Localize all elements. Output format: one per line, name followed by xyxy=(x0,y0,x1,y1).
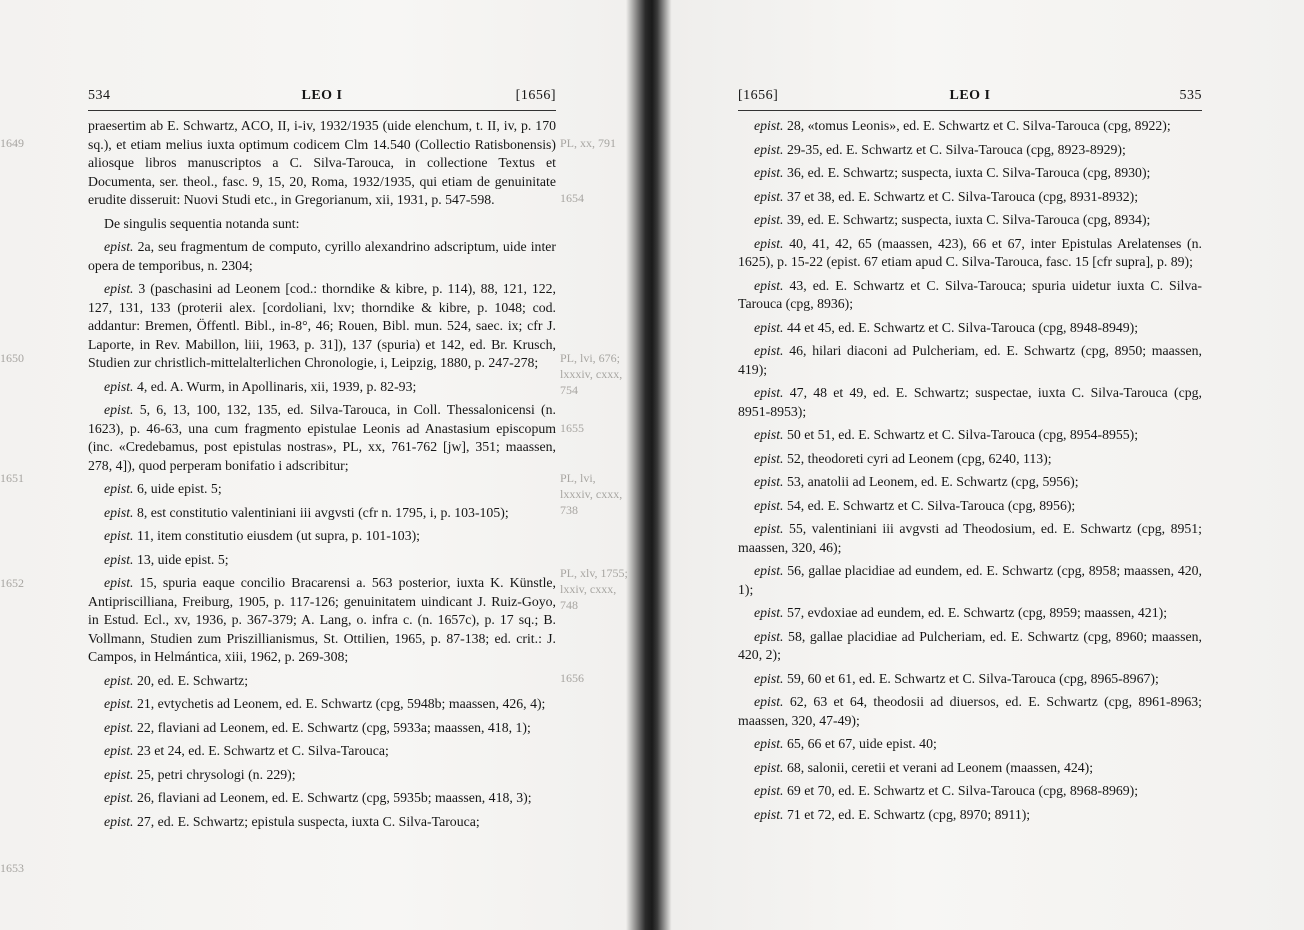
left-page xyxy=(88,88,556,836)
paragraph: epist. 13, uide epist. 5; xyxy=(104,551,229,567)
paragraph: epist. 40, 41, 42, 65 (maassen, 423), 66 et 67, inter Epistulas Arelatenses (n. 1625), p. 15-22 (epist. 67 etiam apud C. Silva-Tarouca, fasc. 15 [cfr supra], p. 89); xyxy=(738,235,1202,269)
ghost-margin-ref: PL, xlv, 1755; lxxiv, cxxx, 748 xyxy=(560,566,628,612)
paragraph: epist. 36, ed. E. Schwartz; suspecta, iuxta C. Silva-Tarouca (cpg, 8930); xyxy=(754,165,1151,180)
epist-label: epist. xyxy=(104,402,134,417)
left-running-title: LEO I xyxy=(301,88,343,103)
paragraph: epist. 3 (paschasini ad Leonem [cod.: thorndike & kibre, p. 114), 88, 121, 122, 127, 131, 133 (proterii alex. [cordoliani, lxv; thorndike & kibre, p. 1048; cod. addantur: Bremen, Öffentl. Bibl., in-8°, 46; Rouen, Bibl. mun. 524, saec. ix; cfr J. Laporte, in Rev. Mabillon, liii, 1963, p. 31]), 137 (spuria) et 142, ed. Br. Krusch, Studien zur christlich-mittelalterlichen Chronologie, i, Leipzig, 1880, p. 247-278; xyxy=(88,281,556,370)
epist-label: epist. xyxy=(754,450,784,466)
paragraph: epist. 6, uide epist. 5; xyxy=(104,481,222,496)
epist-label: epist. xyxy=(104,378,134,394)
paragraph: epist. 54, ed. E. Schwartz et C. Silva-Tarouca (cpg, 8956); xyxy=(754,497,1076,513)
paragraph: epist. 15, spuria eaque concilio Bracarensi a. 563 posterior, iuxta K. Künstle, Antipriscilliana, Freiburg, 1905, p. 117-126; genuinitatem uindicant J. Ruiz-Goyo, in Estud. Ecl., xv, 1936, p. 367-379; A. Lang, o. infra c. (n. 1657c), p. 17 sq.; B. Vollmann, Studien zum Priszillianismus, St. Ottilien, 1965, p. 87-138; ed. crit.: J. Campos, in Helmántica, xiii, 1962, p. 269-308; xyxy=(88,575,556,664)
paragraph: epist. 26, flaviani ad Leonem, ed. E. Schwartz (cpg, 5935b; maassen, 418, 3); xyxy=(104,790,532,805)
ghost-margin-number: 1656 xyxy=(560,671,584,685)
right-running-title: LEO I xyxy=(949,88,991,103)
paragraph: epist. 20, ed. E. Schwartz; xyxy=(104,672,249,688)
epist-label: epist. xyxy=(754,474,784,489)
epist-label: epist. xyxy=(104,766,134,782)
right-page-header xyxy=(738,88,1202,110)
paragraph: epist. 4, ed. A. Wurm, in Apollinaris, xii, 1939, p. 82-93; xyxy=(104,378,417,394)
epist-label: epist. xyxy=(754,806,784,822)
paragraph: epist. 8, est constitutio valentiniani iii avgvsti (cfr n. 1795, i, p. 103-105); xyxy=(104,504,509,520)
epist-label: epist. xyxy=(104,281,134,296)
ghost-margin-number: 1655 xyxy=(560,421,584,435)
epist-label: epist. xyxy=(754,605,784,620)
epist-label: epist. xyxy=(104,481,134,496)
left-section-number: [1656] xyxy=(515,88,556,103)
paragraph: epist. 68, salonii, ceretii et verani ad Leonem (maassen, 424); xyxy=(754,759,1094,775)
epist-label: epist. xyxy=(754,736,784,751)
paragraph: epist. 52, theodoreti cyri ad Leonem (cpg, 6240, 113); xyxy=(754,450,1052,466)
paragraph: epist. 11, item constitutio eiusdem (ut supra, p. 101-103); xyxy=(104,528,421,543)
paragraph: epist. 5, 6, 13, 100, 132, 135, ed. Silva-Tarouca, in Coll. Thessalonicensi (n. 1623), p. 46-63, una cum fragmento epistulae Leonis ad Anastasium episcopum (inc. «Credebamus, post epistulas nostras», PL, xx, 761-762 [jw], 351; maassen, 278, 4]), quod perperam bonifatio i adscribitur; xyxy=(88,402,556,473)
header-rule xyxy=(738,110,1202,111)
epist-label: epist. xyxy=(754,759,784,775)
paragraph: epist. 27, ed. E. Schwartz; epistula suspecta, iuxta C. Silva-Tarouca; xyxy=(104,813,480,829)
epist-label: epist. xyxy=(104,790,134,805)
paragraph: epist. 46, hilari diaconi ad Pulcheriam, ed. E. Schwartz (cpg, 8950; maassen, 419); xyxy=(738,343,1202,377)
epist-label: epist. xyxy=(754,235,784,251)
right-section-number: [1656] xyxy=(738,88,779,103)
paragraph: epist. 69 et 70, ed. E. Schwartz et C. Silva-Tarouca (cpg, 8968-8969); xyxy=(754,783,1139,798)
right-page xyxy=(738,88,1202,829)
paragraph: epist. 65, 66 et 67, uide epist. 40; xyxy=(754,736,937,751)
paragraph: epist. 29-35, ed. E. Schwartz et C. Silva-Tarouca (cpg, 8923-8929); xyxy=(754,141,1126,157)
epist-label: epist. xyxy=(754,694,784,709)
epist-label: epist. xyxy=(104,575,134,590)
epist-label: epist. xyxy=(754,670,784,686)
ghost-margin-number: 1654 xyxy=(560,191,584,205)
epist-label: epist. xyxy=(754,343,784,358)
paragraph: epist. 21, evtychetis ad Leonem, ed. E. Schwartz (cpg, 5948b; maassen, 426, 4); xyxy=(104,696,546,711)
epist-label: epist. xyxy=(754,427,784,442)
epist-label: epist. xyxy=(754,165,784,180)
epist-label: epist. xyxy=(104,504,134,520)
epist-label: epist. xyxy=(754,188,784,204)
paragraph: epist. 39, ed. E. Schwartz; suspecta, iuxta C. Silva-Tarouca (cpg, 8934); xyxy=(754,212,1151,227)
ghost-margin-number: 1649 xyxy=(0,136,24,150)
paragraph: epist. 25, petri chrysologi (n. 229); xyxy=(104,766,296,782)
left-page-header xyxy=(88,88,556,110)
paragraph: epist. 23 et 24, ed. E. Schwartz et C. Silva-Tarouca; xyxy=(104,743,389,758)
paragraph: epist. 2a, seu fragmentum de computo, cyrillo alexandrino adscriptum, uide inter opera de temporibus, n. 2304; xyxy=(88,239,556,273)
epist-label: epist. xyxy=(754,319,784,335)
paragraph: De singulis sequentia notanda sunt: xyxy=(104,215,300,231)
epist-label: epist. xyxy=(754,521,784,536)
epist-label: epist. xyxy=(754,118,784,133)
paragraph: epist. 56, gallae placidiae ad eundem, ed. E. Schwartz (cpg, 8958; maassen, 420, 1); xyxy=(738,563,1202,597)
paragraph: praesertim ab E. Schwartz, ACO, II, i-iv, 1932/1935 (uide elenchum, t. II, iv, p. 170 sq.), et etiam melius iuxta optimum codicem Clm 14.540 (Collectio Ratisbonensis) aliosque libros manuscriptos a C. Silva-Tarouca, in collectione Textus et Documenta, ser. theol., fasc. 9, 15, 20, Roma, 1932/1935, qui etiam de genuinitate erudite disseruit: Nuovi Studi etc., in Gregorianum, xii, 1931, p. 547-598. xyxy=(88,118,556,207)
paragraph: epist. 53, anatolii ad Leonem, ed. E. Schwartz (cpg, 5956); xyxy=(754,474,1079,489)
epist-label: epist. xyxy=(104,239,134,254)
left-page-body xyxy=(88,117,556,831)
epist-label: epist. xyxy=(104,813,134,829)
ghost-margin-number: 1650 xyxy=(0,351,24,365)
ghost-margin-number: 1652 xyxy=(0,576,24,590)
paragraph: epist. 57, evdoxiae ad eundem, ed. E. Schwartz (cpg, 8959; maassen, 421); xyxy=(754,605,1168,620)
ghost-margin-ref: PL, lvi, 676; lxxxiv, cxxx, 754 xyxy=(560,351,623,397)
ghost-margin-number: 1651 xyxy=(0,471,24,485)
epist-label: epist. xyxy=(104,551,134,567)
paragraph: epist. 44 et 45, ed. E. Schwartz et C. Silva-Tarouca (cpg, 8948-8949); xyxy=(754,319,1139,335)
epist-label: epist. xyxy=(754,497,784,513)
right-page-number: 535 xyxy=(1179,88,1202,103)
paragraph: epist. 43, ed. E. Schwartz et C. Silva-Tarouca; spuria uidetur iuxta C. Silva-Tarouca (cpg, 8936); xyxy=(738,277,1202,311)
ghost-margin-ref: PL, lvi, lxxxiv, cxxx, 738 xyxy=(560,471,623,517)
paragraph: epist. 59, 60 et 61, ed. E. Schwartz et C. Silva-Tarouca (cpg, 8965-8967); xyxy=(754,670,1159,686)
paragraph: epist. 50 et 51, ed. E. Schwartz et C. Silva-Tarouca (cpg, 8954-8955); xyxy=(754,427,1139,442)
ghost-margin-ref: PL, xx, 791 xyxy=(560,136,617,150)
epist-label: epist. xyxy=(754,141,784,157)
paragraph: epist. 37 et 38, ed. E. Schwartz et C. Silva-Tarouca (cpg, 8931-8932); xyxy=(754,188,1139,204)
paragraph: epist. 28, «tomus Leonis», ed. E. Schwartz et C. Silva-Tarouca (cpg, 8922); xyxy=(754,118,1171,133)
epist-label: epist. xyxy=(754,385,784,400)
left-page-number: 534 xyxy=(88,88,111,103)
epist-label: epist. xyxy=(754,628,784,644)
epist-label: epist. xyxy=(104,696,134,711)
epist-label: epist. xyxy=(104,719,134,735)
epist-label: epist. xyxy=(104,743,134,758)
paragraph: epist. 58, gallae placidiae ad Pulcheriam, ed. E. Schwartz (cpg, 8960; maassen, 420, 2); xyxy=(738,628,1202,662)
epist-label: epist. xyxy=(104,672,134,688)
epist-label: epist. xyxy=(754,212,784,227)
right-page-body xyxy=(738,117,1202,824)
epist-label: epist. xyxy=(104,528,134,543)
paragraph: epist. 62, 63 et 64, theodosii ad diuersos, ed. E. Schwartz (cpg, 8961-8963; maassen, 320, 47-49); xyxy=(738,694,1202,728)
paragraph: epist. 55, valentiniani iii avgvsti ad Theodosium, ed. E. Schwartz (cpg, 8951; maassen, 320, 46); xyxy=(738,521,1202,555)
epist-label: epist. xyxy=(754,563,784,578)
epist-label: epist. xyxy=(754,277,784,293)
epist-label: epist. xyxy=(754,783,784,798)
paragraph: epist. 71 et 72, ed. E. Schwartz (cpg, 8970; 8911); xyxy=(754,806,1031,822)
paragraph: epist. 47, 48 et 49, ed. E. Schwartz; suspectae, iuxta C. Silva-Tarouca (cpg, 8951-8953); xyxy=(738,385,1202,419)
ghost-margin-number: 1653 xyxy=(0,861,24,875)
paragraph: epist. 22, flaviani ad Leonem, ed. E. Schwartz (cpg, 5933a; maassen, 418, 1); xyxy=(104,719,531,735)
header-rule xyxy=(88,110,556,111)
